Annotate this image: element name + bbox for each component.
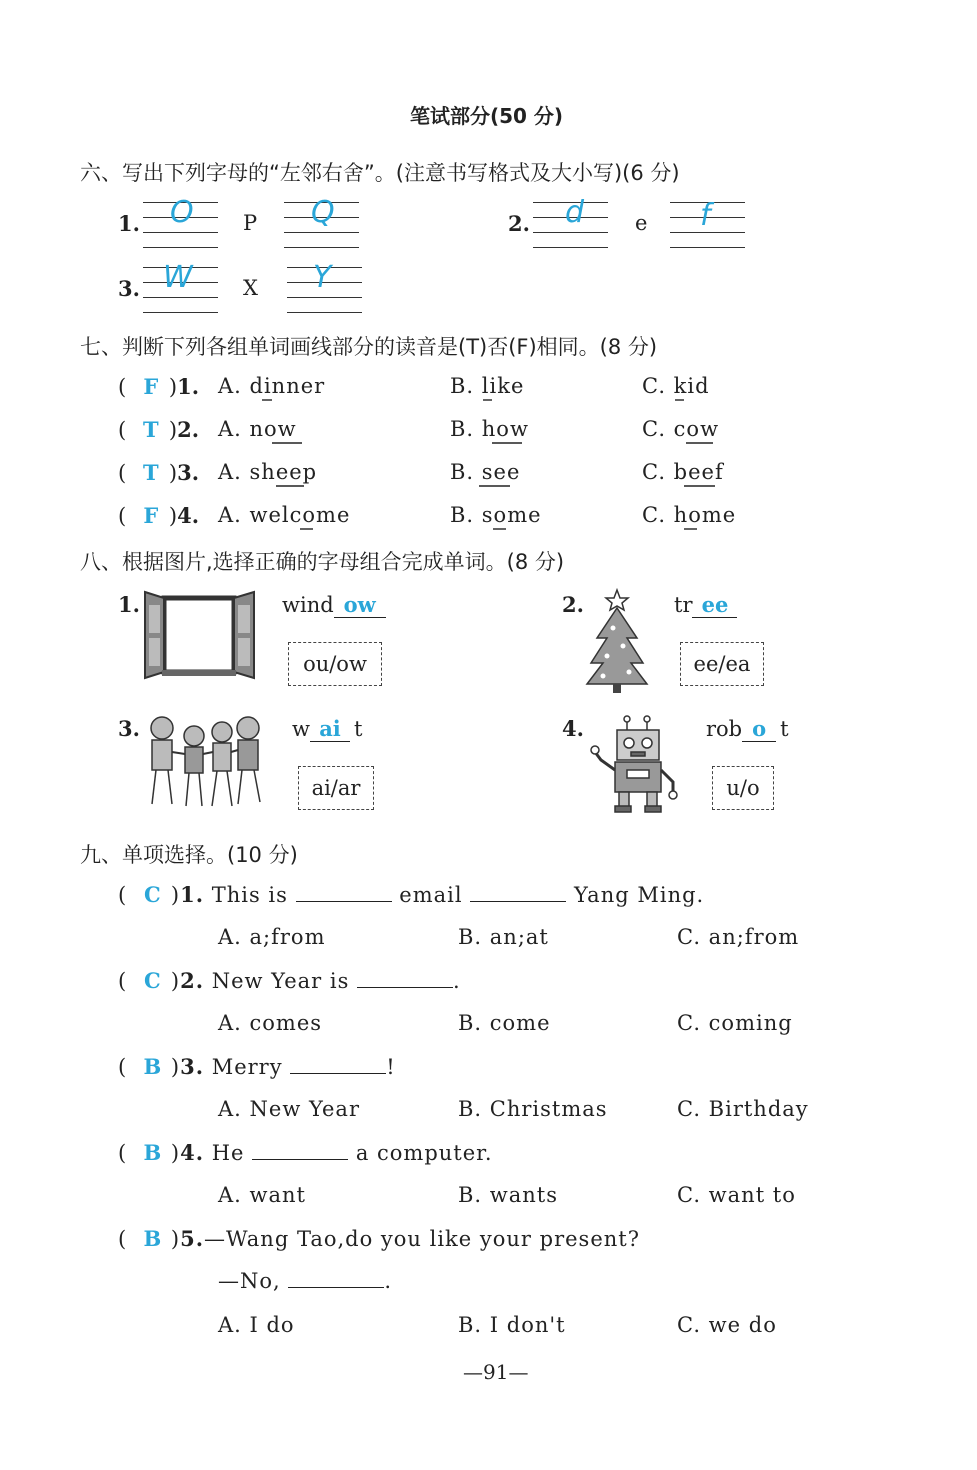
question-text: a computer. [355,1141,493,1165]
children-picture [142,712,267,812]
table-row: ( T )3. [118,460,200,485]
word-prefix: rob [706,717,743,741]
answer[interactable]: T [143,417,159,442]
option-b: B. wants [458,1183,559,1207]
option-b: B. see [450,460,521,484]
question-text: New Year is [211,969,350,993]
tree-picture [585,588,650,694]
question-number: 5. [180,1226,205,1251]
answer-blank[interactable] [290,1073,386,1074]
option-a: A. want [218,1183,306,1207]
section-9-heading: 九、单项选择。(10 分) [80,843,298,867]
fill-word [706,716,789,742]
answer[interactable]: F [143,503,159,528]
answer[interactable]: C [144,882,162,907]
answer[interactable]: B [143,1140,163,1165]
fill-word [282,592,386,618]
section-8-heading: 八、根据图片,选择正确的字母组合完成单词。(8 分) [80,550,565,574]
option-c: C. we do [677,1313,777,1337]
item-number: 1. [118,211,140,236]
question-text: email [399,883,463,907]
item-number: 2. [562,592,584,617]
answer[interactable]: F [143,374,159,399]
given-letter: e [635,211,648,235]
answer[interactable]: T [143,460,159,485]
option-a: A. a;from [218,925,326,949]
fill-word [292,716,362,742]
option-c: C. an;from [677,925,800,949]
page-number: —91— [463,1360,529,1384]
option-c: C. kid [642,374,710,398]
question-number: 4. [180,1140,205,1165]
question-text: Yang Ming. [573,883,705,907]
option-a: A. welcome [218,503,351,527]
option-c: C. home [642,503,737,527]
option-a: A. I do [218,1313,295,1337]
question-text: This is [211,883,288,907]
option-a: A. now [218,417,297,441]
given-letter: P [243,211,258,235]
option-c: C. beef [642,460,724,484]
question-text: Merry [211,1055,283,1079]
handwritten-answer: f [700,198,711,233]
word-prefix: wind [282,593,334,617]
option-b: B. like [450,374,525,398]
item-number: 3. [118,716,140,741]
item-number: 3. [118,276,140,301]
question-3: ( B )3. Merry ! [118,1054,396,1079]
question-text: He [211,1141,245,1165]
option-b: B. an;at [458,925,549,949]
given-letter: X [243,276,258,300]
answer-blank[interactable] [288,1287,384,1288]
answer-blank[interactable] [296,901,392,902]
choice-box: u/o [712,766,774,810]
choice-box: ee/ea [680,642,764,686]
table-row: ( T )2. [118,417,200,442]
table-row: ( F )1. [118,374,200,399]
question-number: 3. [180,1054,205,1079]
question-5-reply [218,1269,392,1293]
option-a: A. comes [218,1011,323,1035]
answer[interactable]: B [143,1226,163,1251]
question-text: . [384,1269,393,1293]
question-2: ( C )2. New Year is . [118,968,461,993]
answer-blank[interactable] [252,1159,348,1160]
question-number: 4. [177,503,200,528]
option-a: A. sheep [218,460,318,484]
answer[interactable]: B [143,1054,163,1079]
option-b: B. how [450,417,529,441]
item-number: 1. [118,592,140,617]
option-c: C. want to [677,1183,796,1207]
underline-marks [0,0,977,560]
item-number: 2. [508,211,530,236]
question-text: —Wang Tao,do you like your present? [204,1227,640,1251]
handwritten-answer: Q [311,195,335,230]
question-5: ( B )5.—Wang Tao,do you like your present? [118,1226,640,1251]
question-number: 2. [177,417,200,442]
question-number: 1. [177,374,200,399]
page-title: 笔试部分(50 分) [410,104,564,128]
question-number: 2. [180,968,205,993]
question-number: 1. [180,882,205,907]
answer-blank[interactable]: ee [692,592,737,618]
answer-blank[interactable]: ow [334,592,386,618]
answer-blank[interactable] [357,987,453,988]
section-7-heading: 七、判断下列各组单词画线部分的读音是(T)否(F)相同。(8 分) [80,335,658,359]
question-text: ! [386,1055,396,1079]
choice-box: ou/ow [288,642,382,686]
window-picture [142,590,257,680]
option-b: B. I don't [458,1313,566,1337]
robot-picture [585,712,680,816]
answer-blank[interactable] [470,901,566,902]
word-prefix: tr [674,593,693,617]
question-number: 3. [177,460,200,485]
question-text: . [453,969,461,993]
choice-box: ai/ar [298,766,374,810]
question-4: ( B )4. He a computer. [118,1140,493,1165]
item-number: 4. [562,716,584,741]
word-suffix: t [780,717,789,741]
handwritten-answer: O [170,195,194,230]
option-a: A. New Year [218,1097,360,1121]
option-c: C. cow [642,417,720,441]
question-1: ( C )1. This is email Yang Ming. [118,882,705,907]
section-6-heading: 六、写出下列字母的“左邻右舍”。(注意书写格式及大小写)(6 分) [80,161,680,185]
option-c: C. coming [677,1011,793,1035]
answer[interactable]: C [144,968,162,993]
word-suffix: t [353,717,363,741]
fill-word [674,592,737,618]
table-row: ( F )4. [118,503,200,528]
answer-blank[interactable]: ai [310,716,350,742]
word-prefix: w [292,717,310,741]
option-a: A. dinner [218,374,326,398]
option-b: B. come [458,1011,551,1035]
answer-blank[interactable]: o [742,716,776,742]
question-text: —No, [218,1269,281,1293]
option-b: B. Christmas [458,1097,608,1121]
option-c: C. Birthday [677,1097,809,1121]
handwritten-answer: d [565,195,585,230]
handwritten-answer: W [163,260,193,295]
handwritten-answer: Y [313,260,332,295]
option-b: B. some [450,503,542,527]
